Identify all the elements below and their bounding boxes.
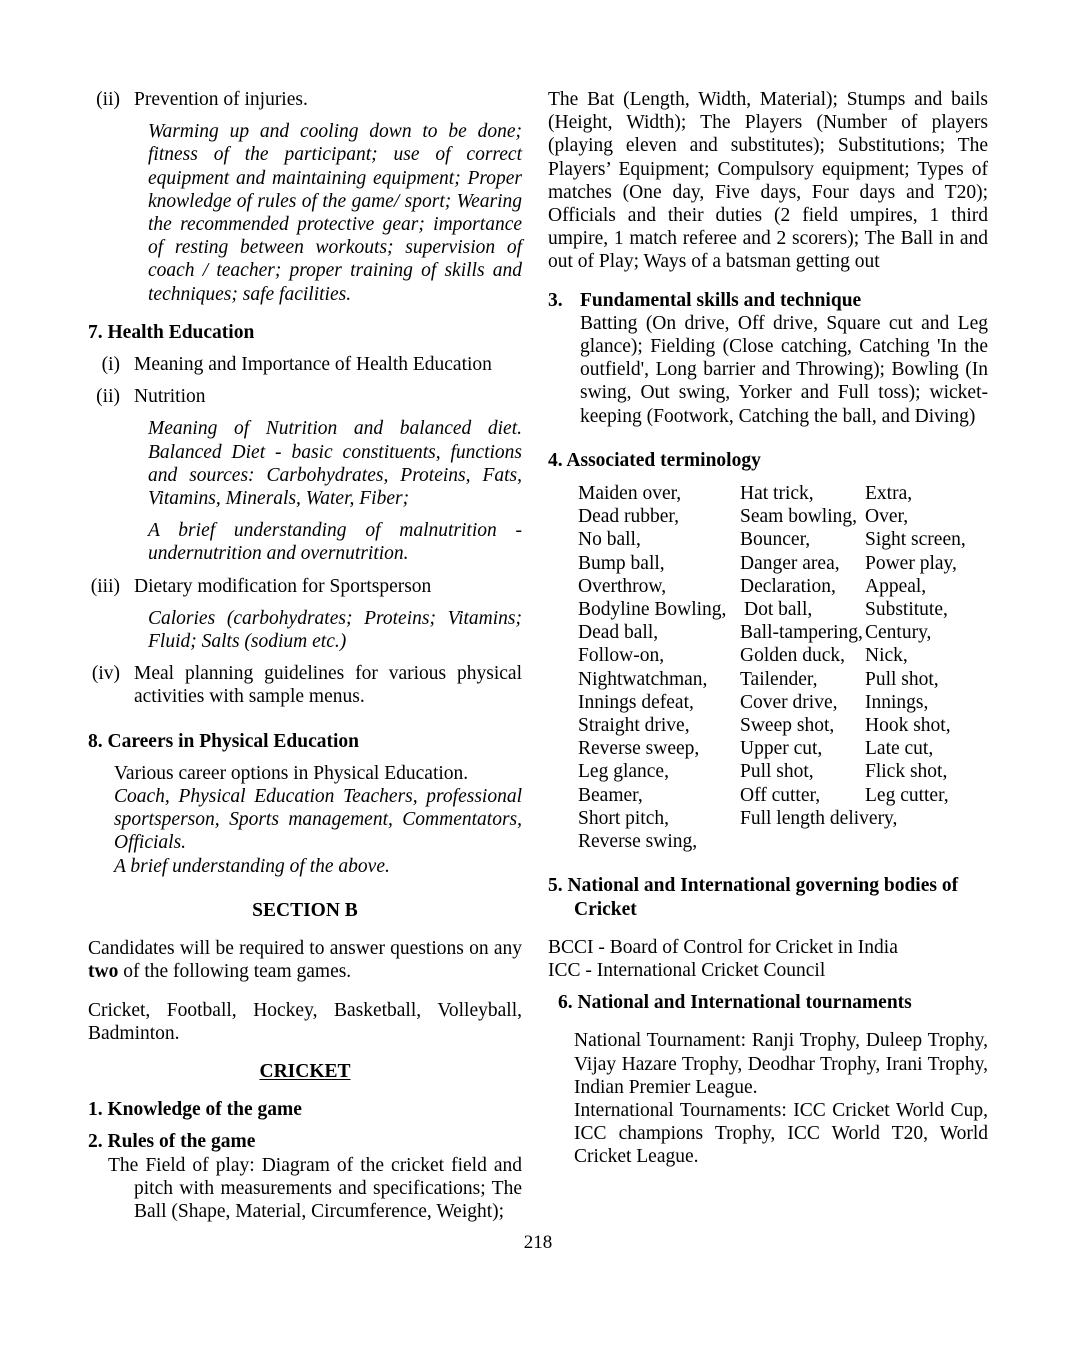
section-7-heading: 7. Health Education — [88, 321, 255, 343]
careers-line-3: A brief understanding of the above. — [114, 855, 390, 877]
spacer — [88, 1121, 522, 1130]
spacer — [88, 376, 522, 385]
spacer — [548, 982, 988, 991]
section-b-intro-suffix: of the following team games. — [118, 961, 352, 983]
careers-line-2: Coach, Physical Education Teachers, professional sportsperson, Sports management, Commentators, Officials. — [114, 786, 522, 854]
term-item: Ball-tampering, — [740, 622, 863, 644]
term-item: Beamer, — [578, 784, 643, 806]
spacer — [548, 1014, 988, 1029]
spacer — [88, 984, 522, 999]
section-4-heading: 4. Associated terminology — [548, 449, 761, 471]
cricket-section-2-heading: 2. Rules of the game — [88, 1131, 256, 1153]
cricket-section-1-heading: 1. Knowledge of the game — [88, 1099, 302, 1121]
rules-continued-paragraph: The Bat (Length, Width, Material); Stumps and bails (Height, Width); The Players (Number of players (playing eleven and substitutes); Substitutions; The Players’ Equipment; Compulsory equipment; Types of matches (One day, Five days, Four days and T20); Officials and their duties (2 field umpires, 1 third umpire, 1 match referee and 2 scorers); The Ball in and out of Play; Ways of a batsman getting out — [548, 89, 988, 273]
term-item: Pull shot, — [865, 668, 939, 690]
dietary-detail-paragraph: Calories (carbohydrates; Proteins; Vitamins; Fluid; Salts (sodium etc.) — [148, 607, 522, 653]
term-item: Danger area, — [740, 552, 840, 574]
term-item: Follow-on, — [578, 645, 665, 667]
term-item: Flick shot, — [865, 761, 948, 783]
list-item-prevention — [88, 88, 522, 111]
term-item: Nightwatchman, — [578, 668, 708, 690]
term-item: Sweep shot, — [740, 715, 835, 737]
spacer — [548, 274, 988, 289]
term-item: Full length delivery, — [740, 807, 898, 829]
nutrition-detail-paragraph-2: A brief understanding of malnutrition - undernutrition and overnutrition. — [148, 520, 522, 565]
list-numeral: (ii) — [96, 386, 120, 408]
term-item: Short pitch, — [578, 807, 669, 829]
section-8-heading: 8. Careers in Physical Education — [88, 730, 360, 752]
term-item: Substitute, — [865, 599, 948, 621]
right-column — [548, 88, 988, 1169]
spacer — [88, 598, 522, 607]
spacer — [548, 428, 988, 449]
term-item: Dead rubber, — [578, 506, 680, 528]
spacer — [88, 922, 522, 937]
term-item: Seam bowling, — [740, 506, 857, 528]
spacer — [88, 111, 522, 120]
term-item: Upper cut, — [740, 738, 823, 760]
section-3-title: Fundamental skills and technique — [580, 289, 862, 311]
term-item: Hook shot, — [865, 715, 951, 737]
term-item: Innings, — [865, 691, 929, 713]
left-column — [88, 88, 522, 1223]
section-3-number: 3. — [548, 289, 563, 311]
term-item: Leg glance, — [578, 761, 669, 783]
term-item: Leg cutter, — [865, 784, 949, 806]
term-item: Straight drive, — [578, 715, 690, 737]
term-item: Nick, — [865, 645, 908, 667]
list-item-dietary-modification — [88, 575, 522, 598]
term-item: Dot ball, — [744, 599, 813, 621]
section-b-intro-emphasis: two — [88, 961, 119, 983]
term-item: Bodyline Bowling, — [578, 599, 727, 621]
list-item-label: Nutrition — [134, 386, 206, 408]
spacer — [88, 709, 522, 730]
term-item: Hat trick, — [740, 483, 814, 505]
term-item: Cover drive, — [740, 691, 838, 713]
term-item: Declaration, — [740, 575, 836, 597]
list-item-label: Meaning and Importance of Health Education — [134, 354, 492, 376]
term-item: Tailender, — [740, 668, 818, 690]
term-item: Sight screen, — [865, 529, 966, 551]
term-item: Appeal, — [865, 575, 927, 597]
spacer — [88, 1045, 522, 1060]
careers-line-1: Various career options in Physical Education. — [114, 762, 469, 784]
list-numeral: (ii) — [96, 89, 120, 110]
spacer — [548, 921, 988, 936]
list-item-nutrition — [88, 385, 522, 408]
page-number: 218 — [523, 1232, 553, 1253]
term-item: Pull shot, — [740, 761, 814, 783]
term-item: Golden duck, — [740, 645, 846, 667]
term-item: Overthrow, — [578, 575, 667, 597]
term-item: Century, — [865, 622, 932, 644]
list-item-label: Meal planning guidelines for various physical activities with sample menus. — [134, 663, 522, 708]
term-item: Dead ball, — [578, 622, 659, 644]
list-numeral: (i) — [101, 354, 120, 376]
section-5-body-line-1: BCCI - Board of Control for Cricket in India — [548, 936, 898, 958]
section-b-heading: SECTION B — [252, 899, 358, 921]
section-b-games-list: Cricket, Football, Hockey, Basketball, Volleyball, Badminton. — [88, 999, 522, 1044]
term-item: Late cut, — [865, 738, 934, 760]
spacer — [88, 753, 522, 762]
term-item: Bouncer, — [740, 529, 811, 551]
list-item-label: Dietary modification for Sportsperson — [134, 575, 432, 597]
spacer — [88, 408, 522, 417]
terminology-grid — [578, 482, 988, 853]
section-b-intro-prefix: Candidates will be required to answer questions on any — [88, 938, 522, 960]
list-item-meal-planning — [88, 662, 522, 708]
spacer — [88, 566, 522, 575]
section-5-body-line-2: ICC - International Cricket Council — [548, 959, 826, 981]
spacer — [88, 653, 522, 662]
spacer — [88, 344, 522, 353]
term-item: Extra, — [865, 483, 913, 505]
term-item: No ball, — [578, 529, 641, 551]
section-3-heading — [548, 289, 988, 312]
section-6-body-line-1: National Tournament: Ranji Trophy, Duleep Trophy, Vijay Hazare Trophy, Deodhar Trophy, Irani Trophy, Indian Premier League. — [574, 1030, 988, 1098]
term-item: Reverse sweep, — [578, 738, 700, 760]
list-item-health-meaning — [88, 353, 522, 376]
list-numeral: (iv) — [91, 663, 120, 685]
list-item-label: Prevention of injuries. — [134, 89, 308, 110]
term-item: Bump ball, — [578, 552, 665, 574]
section-6-body-line-2: International Tournaments: ICC Cricket World Cup, ICC champions Trophy, ICC World T20, World Cricket League. — [574, 1099, 988, 1168]
section-b-intro — [88, 937, 522, 983]
nutrition-detail-paragraph-1: Meaning of Nutrition and balanced diet. Balanced Diet - basic constituents, functions and sources: Carbohydrates, Proteins, Fats, Vitamins, Minerals, Water, Fiber; — [148, 418, 522, 510]
prevention-detail-paragraph: Warming up and cooling down to be done; fitness of the participant; use of correct equipment and maintaining equipment; Proper knowledge of rules of the game/ sport; Wearing the recommended protective gear; importance of resting between workouts; supervision of coach / teacher; proper training of skills and techniques; safe facilities. — [148, 121, 522, 305]
spacer — [88, 878, 522, 899]
section-3-body: Batting (On drive, Off drive, Square cut and Leg glance); Fielding (Close catching, Catching 'In the outfield', Long barrier and Throwing); Bowling (In swing, Out swing, Yorker and Full toss); wicket-keeping (Footwork, Catching the ball, and Diving) — [580, 312, 988, 427]
spacer — [88, 1083, 522, 1098]
spacer — [548, 853, 988, 874]
cricket-section-2-body: The Field of play: Diagram of the cricket field and pitch with measurements and specifications; The Ball (Shape, Material, Circumference, Weight); — [108, 1154, 522, 1222]
spacer — [88, 306, 522, 321]
term-item: Reverse swing, — [578, 831, 698, 853]
section-6-heading: 6. National and International tournaments — [558, 992, 912, 1014]
spacer — [88, 510, 522, 519]
term-item: Off cutter, — [740, 784, 821, 806]
term-item: Over, — [865, 506, 909, 528]
section-5-heading: 5. National and International governing bodies of Cricket — [548, 875, 959, 920]
term-item: Power play, — [865, 552, 957, 574]
term-item: Innings defeat, — [578, 691, 694, 713]
term-item: Maiden over, — [578, 483, 682, 505]
cricket-title: CRICKET — [259, 1060, 351, 1082]
list-numeral: (iii) — [90, 575, 120, 597]
